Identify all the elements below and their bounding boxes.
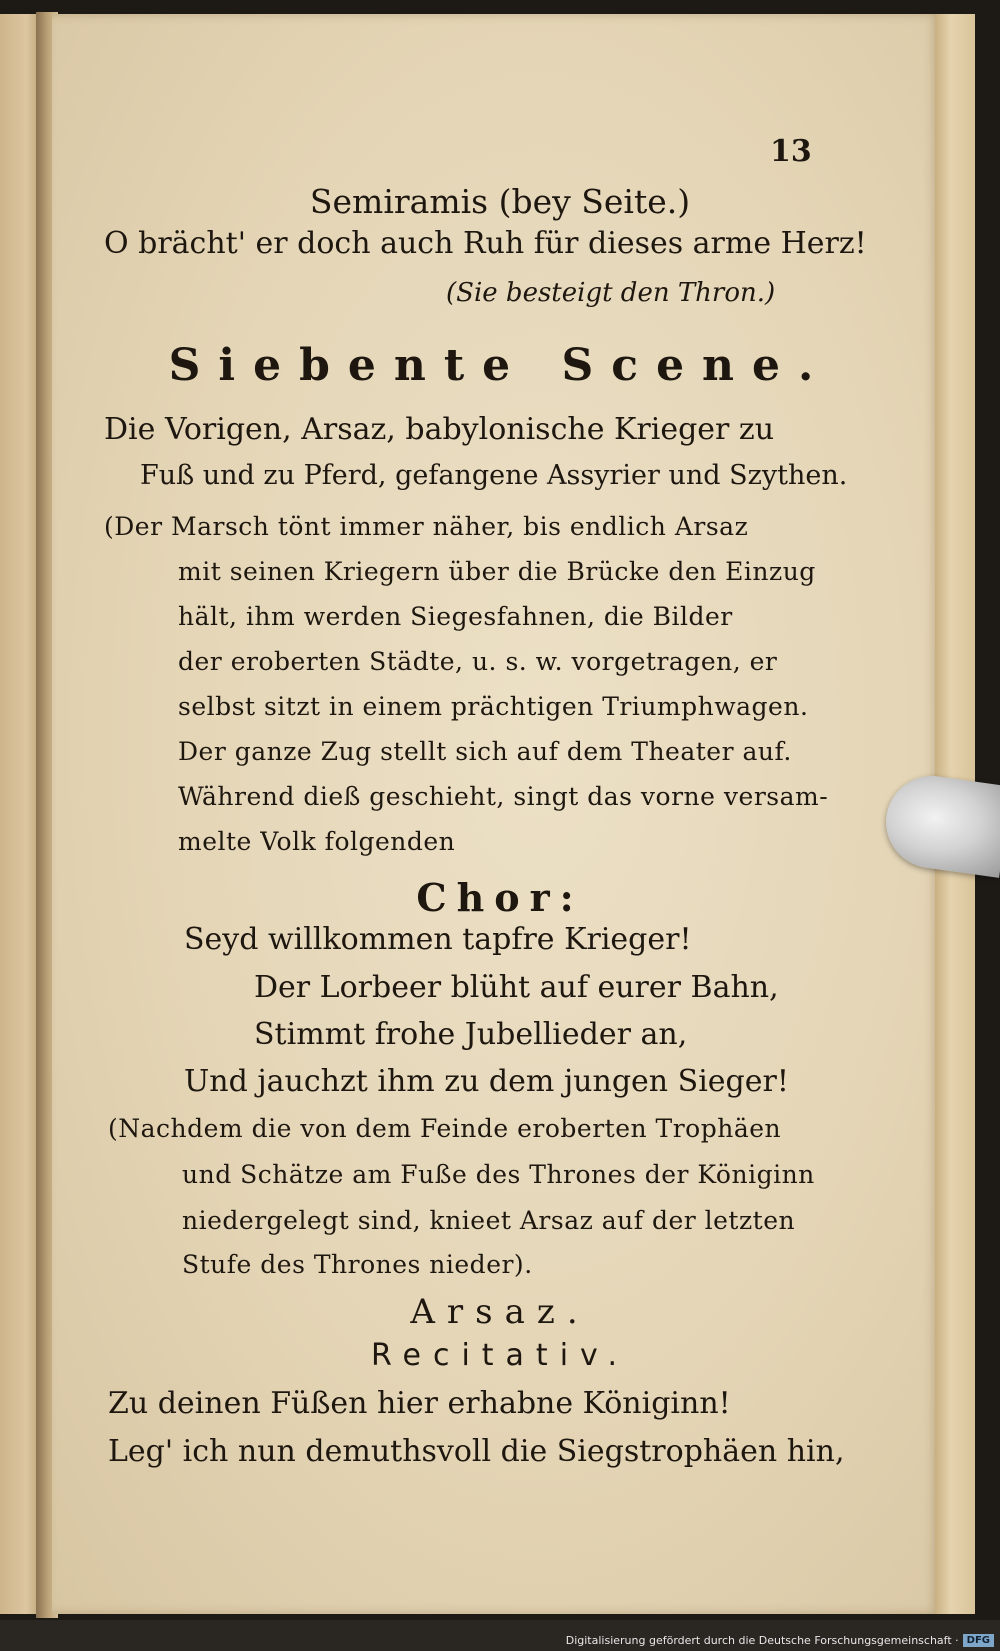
stage-direction-line: niedergelegt sind, knieet Arsaz auf der letzten	[182, 1206, 796, 1235]
dfg-logo: DFG	[963, 1634, 994, 1647]
chorus-line: Der Lorbeer blüht auf eurer Bahn,	[254, 970, 779, 1005]
scene-title: Siebente Scene.	[168, 340, 832, 391]
verse-line: Zu deinen Füßen hier erhabne Königinn!	[108, 1386, 731, 1421]
cast-line: Die Vorigen, Arsaz, babylonische Krieger zu	[104, 412, 775, 447]
stage-direction-line: hält, ihm werden Siegesfahnen, die Bilder	[178, 602, 733, 631]
stage-direction-line: Stufe des Thrones nieder).	[182, 1250, 533, 1279]
stage-direction-line: der eroberten Städte, u. s. w. vorgetragen, er	[178, 647, 778, 676]
verse-line: O brächt' er doch auch Ruh für dieses arme Herz!	[104, 226, 867, 261]
speaker-arsaz: Arsaz.	[410, 1292, 590, 1332]
stage-direction-line: Während dieß geschieht, singt das vorne versam-	[178, 782, 829, 811]
stage-direction: (Sie besteigt den Thron.)	[446, 278, 776, 308]
stage-direction-line: mit seinen Kriegern über die Brücke den Einzug	[178, 557, 816, 586]
chorus-line: Stimmt frohe Jubellieder an,	[254, 1017, 688, 1052]
stage-direction-line: (Nachdem die von dem Feinde eroberten Trophäen	[108, 1114, 782, 1143]
chorus-title: Chor:	[416, 875, 584, 920]
verse-line: Leg' ich nun demuthsvoll die Siegstrophäen hin,	[108, 1434, 845, 1469]
cast-line: Fuß und zu Pferd, gefangene Assyrier und Szythen.	[140, 460, 848, 491]
stage-direction-line: selbst sitzt in einem prächtigen Triumphwagen.	[178, 692, 809, 721]
stage-direction-line: melte Volk folgenden	[178, 827, 456, 856]
stage-direction-line: und Schätze am Fuße des Thrones der Königinn	[182, 1160, 815, 1189]
page-number: 13	[770, 134, 812, 169]
speaker-semiramis: Semiramis (bey Seite.)	[309, 182, 691, 221]
chorus-line: Und jauchzt ihm zu dem jungen Sieger!	[184, 1064, 789, 1099]
stage-direction-line: (Der Marsch tönt immer näher, bis endlich Arsaz	[104, 512, 749, 541]
stage-direction-line: Der ganze Zug stellt sich auf dem Theater auf.	[178, 737, 792, 766]
recitative-title: Recitativ.	[371, 1338, 629, 1373]
digitization-credit	[566, 1634, 994, 1647]
credit-text: Digitalisierung gefördert durch die Deutsche Forschungsgemeinschaft ·	[565, 1634, 959, 1647]
chorus-line: Seyd willkommen tapfre Krieger!	[184, 922, 692, 957]
